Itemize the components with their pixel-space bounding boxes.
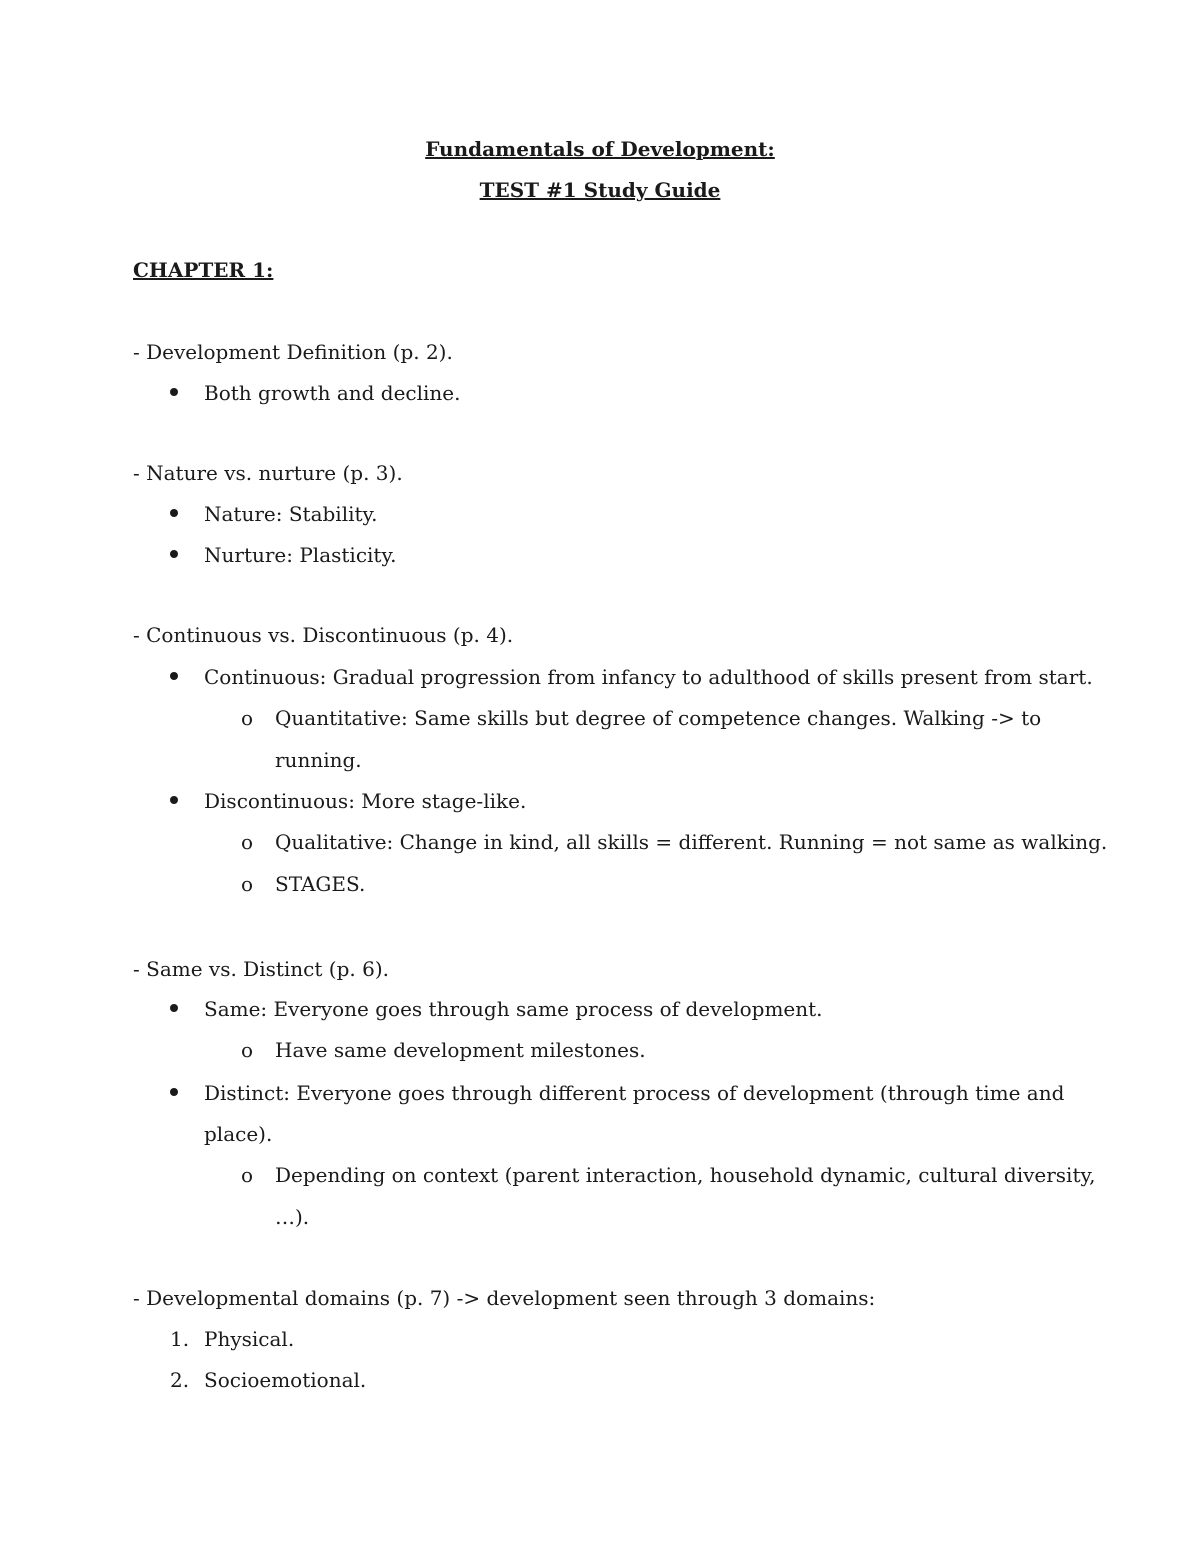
sub-list-item: Qualitative: Change in kind, all skills = different. Running = not same as walking.: [275, 830, 1108, 854]
section-heading-continuous: - Continuous vs. Discontinuous (p. 4).: [133, 623, 514, 647]
sub-list-item-continuation: running.: [275, 748, 362, 772]
numbered-list-item: Physical.: [204, 1327, 295, 1351]
list-item: Discontinuous: More stage-like.: [204, 789, 527, 813]
bullet-icon: [170, 1088, 178, 1096]
bullet-icon: [170, 388, 178, 396]
list-number: 2.: [170, 1368, 190, 1392]
list-item: Nurture: Plasticity.: [204, 543, 397, 567]
document-title: Fundamentals of Development:: [425, 137, 775, 161]
sub-list-item: Depending on context (parent interaction, household dynamic, cultural diversity,: [275, 1163, 1096, 1187]
bullet-icon: [170, 672, 178, 680]
sub-list-item: Quantitative: Same skills but degree of competence changes. Walking -> to: [275, 706, 1042, 730]
list-item: Same: Everyone goes through same process of development.: [204, 997, 823, 1021]
section-heading-domains: - Developmental domains (p. 7) -> development seen through 3 domains:: [133, 1286, 876, 1310]
sub-list-item: Have same development milestones.: [275, 1038, 646, 1062]
bullet-icon: [170, 509, 178, 517]
bullet-icon: [170, 1004, 178, 1012]
document-subtitle: TEST #1 Study Guide: [479, 178, 721, 202]
list-item-continuation: place).: [204, 1122, 273, 1146]
section-heading-nature: - Nature vs. nurture (p. 3).: [133, 461, 403, 485]
bullet-icon: [170, 796, 178, 804]
list-item: Nature: Stability.: [204, 502, 378, 526]
list-number: 1.: [170, 1327, 190, 1351]
list-item: Both growth and decline.: [204, 381, 461, 405]
sub-bullet-icon: o: [241, 872, 254, 896]
section-heading-development: - Development Definition (p. 2).: [133, 340, 453, 364]
sub-list-item: STAGES.: [275, 872, 366, 896]
bullet-icon: [170, 550, 178, 558]
chapter-heading: CHAPTER 1:: [133, 258, 274, 282]
sub-bullet-icon: o: [241, 1163, 254, 1187]
sub-list-item-continuation: …).: [275, 1205, 310, 1229]
sub-bullet-icon: o: [241, 1038, 254, 1062]
sub-bullet-icon: o: [241, 706, 254, 730]
numbered-list-item: Socioemotional.: [204, 1368, 367, 1392]
list-item: Distinct: Everyone goes through different process of development (through time and: [204, 1081, 1065, 1105]
list-item: Continuous: Gradual progression from infancy to adulthood of skills present from start.: [204, 665, 1093, 689]
section-heading-same: - Same vs. Distinct (p. 6).: [133, 957, 389, 981]
sub-bullet-icon: o: [241, 830, 254, 854]
